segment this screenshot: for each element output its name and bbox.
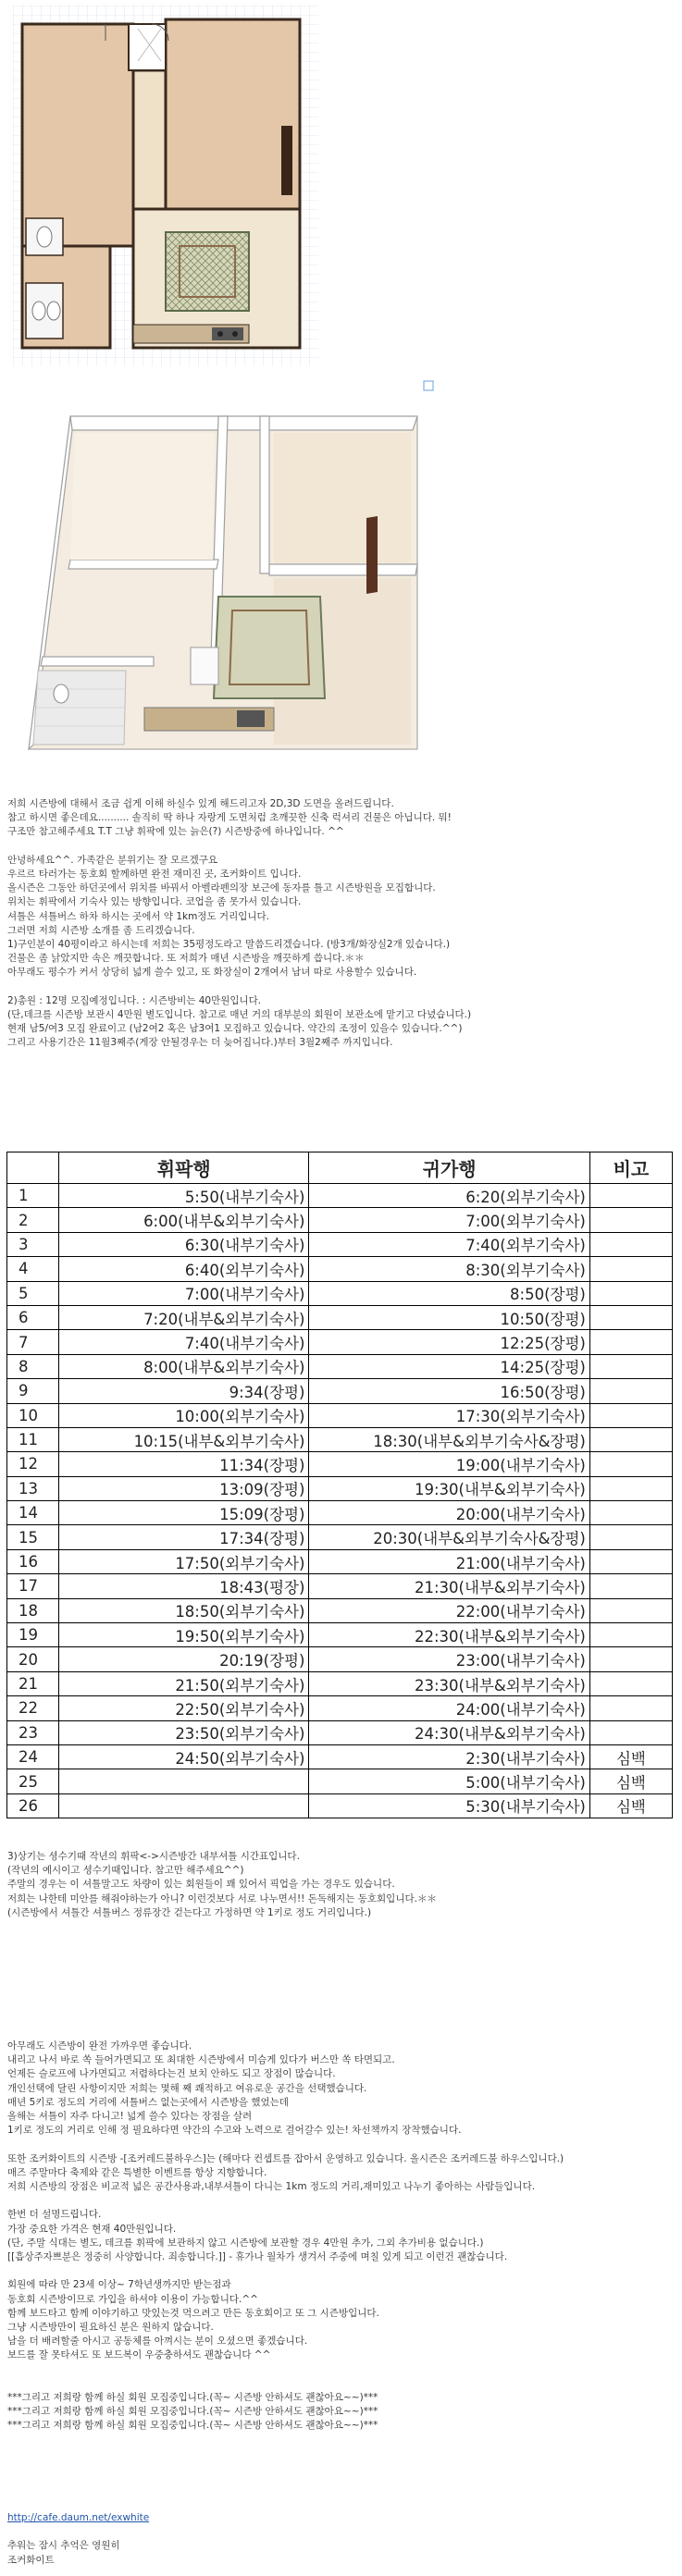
row-note (589, 1696, 672, 1720)
row-note (589, 1281, 672, 1305)
row-index: 18 (7, 1598, 59, 1622)
return-time: 22:30(내부&외부기숙사) (309, 1623, 589, 1647)
row-note (589, 1379, 672, 1403)
row-note (589, 1452, 672, 1476)
return-time: 23:30(내부&외부기숙사) (309, 1671, 589, 1695)
return-time: 20:30(내부&외부기숙사&장평) (309, 1525, 589, 1549)
body-line: 1키로 정도의 거리로 인해 정 필요하다면 약간의 수고와 노력으로 걸어갈수 있는! 차선책까지 장착했습니다. (7, 2125, 462, 2137)
body-line: 언제든 슬로프에 나가면되고 저렴하다는건 보치 안하도 되고 장점이 많습니다. (7, 2068, 336, 2080)
body-line: 함께 보드타고 함께 이야기하고 맛있는것 먹으려고 만든 동호회이고 또 그 시즌방입니다. (7, 2307, 379, 2319)
to-resort-time: 10:15(내부&외부기숙사) (59, 1427, 309, 1451)
body-line (7, 2194, 669, 2208)
intro-line: 안녕하세요^^. 가족같은 분위기는 잘 모르겠구요 (7, 854, 218, 866)
table-header-row (7, 1152, 673, 1184)
table-row (7, 1525, 673, 1549)
footer-line: 추워는 잠시 추억은 영원히 (7, 2540, 120, 2552)
row-note (589, 1403, 672, 1427)
body-line: 매년 5키로 정도의 거리에 셔틀버스 없는곳에서 시즌방을 했었는데 (7, 2096, 289, 2108)
return-time: 8:50(장평) (309, 1281, 589, 1305)
table-row (7, 1208, 673, 1232)
table-body (7, 1184, 673, 1818)
body-text (7, 2040, 669, 2434)
to-resort-time: 5:50(내부기숙사) (59, 1184, 309, 1208)
floor-plan-2d (13, 6, 318, 366)
row-index: 2 (7, 1208, 59, 1232)
table-row (7, 1305, 673, 1329)
table-row (7, 1403, 673, 1427)
to-resort-time: 7:40(내부기숙사) (59, 1330, 309, 1354)
footer-block (7, 2511, 669, 2568)
table-row (7, 1452, 673, 1476)
body-line: 한번 더 설명드립니다. (7, 2209, 102, 2221)
footer-spacer (7, 2525, 669, 2539)
intro-line: 우르르 타러가는 동호회 할께하면 완전 재미진 곳, 조커화이트 입니다. (7, 869, 302, 880)
to-resort-time: 24:50(외부기숙사) (59, 1744, 309, 1769)
to-resort-time: 18:50(외부기숙사) (59, 1598, 309, 1622)
row-note (589, 1623, 672, 1647)
row-index: 1 (7, 1184, 59, 1208)
row-index: 6 (7, 1305, 59, 1329)
row-note (589, 1671, 672, 1695)
table-row (7, 1232, 673, 1256)
intro-line: 위치는 휘팍에서 기숙사 있는 방향입니다. 코업을 좀 못가서 있습니다. (7, 896, 302, 908)
to-resort-time: 9:34(장평) (59, 1379, 309, 1403)
return-time: 21:00(내부기숙사) (309, 1549, 589, 1573)
header-index (7, 1152, 59, 1184)
to-resort-time: 11:34(장평) (59, 1452, 309, 1476)
row-index: 22 (7, 1696, 59, 1720)
row-note (589, 1232, 672, 1256)
to-resort-time: 18:43(평장) (59, 1574, 309, 1598)
to-resort-time: 8:00(내부&외부기숙사) (59, 1354, 309, 1378)
header-to-resort: 휘팍행 (59, 1152, 309, 1184)
intro-line: 1)구인분이 40평이라고 하시는데 저희는 35평정도라고 말씀드리겠습니다. (방3개/화장실2개 있습니다.) (7, 939, 451, 951)
table-row (7, 1476, 673, 1500)
return-time: 22:00(내부기숙사) (309, 1598, 589, 1622)
table-row (7, 1720, 673, 1744)
to-resort-time: 10:00(외부기숙사) (59, 1403, 309, 1427)
body-line: 남을 더 배려할줄 아시고 공동체를 아껴시는 분이 오셨으면 좋겠습니다. (7, 2336, 308, 2348)
return-time: 10:50(장평) (309, 1305, 589, 1329)
table-row (7, 1354, 673, 1378)
intro-line (7, 840, 669, 854)
row-note (589, 1476, 672, 1500)
to-resort-time: 6:40(외부기숙사) (59, 1257, 309, 1281)
to-resort-time: 20:19(장평) (59, 1647, 309, 1671)
row-note: 심백 (589, 1793, 672, 1818)
row-index: 14 (7, 1501, 59, 1525)
return-time: 8:30(외부기숙사) (309, 1257, 589, 1281)
row-index: 15 (7, 1525, 59, 1549)
row-note (589, 1525, 672, 1549)
row-note (589, 1549, 672, 1573)
table-row (7, 1696, 673, 1720)
row-index: 17 (7, 1574, 59, 1598)
body-line (7, 2138, 669, 2151)
row-index: 13 (7, 1476, 59, 1500)
intro-line: 아무래도 평수가 커서 상당히 넓게 쓸수 있고, 또 화장실이 2개여서 남녀 따로 사용할수 있습니다. (7, 967, 417, 979)
return-time: 7:40(외부기숙사) (309, 1232, 589, 1256)
intro-line: 셔틀은 셔틀버스 하차 하시는 곳에서 약 1km정도 거리입니다. (7, 910, 269, 922)
row-index: 7 (7, 1330, 59, 1354)
recruit-line: ***그리고 저희랑 함께 하실 회원 모집중입니다.(꼭~ 시즌방 안하셔도 괜찮아요~~)*** (7, 2392, 378, 2403)
to-resort-time: 19:50(외부기숙사) (59, 1623, 309, 1647)
table-row (7, 1793, 673, 1818)
cafe-link[interactable]: http://cafe.daum.net/exwhite (7, 2512, 150, 2523)
floor-plan-3d (6, 379, 436, 791)
return-time: 19:00(내부기숙사) (309, 1452, 589, 1476)
note-line: (작년의 예시이고 셩수기때입니다. 참고만 해주세요^^) (7, 1865, 244, 1877)
row-note (589, 1427, 672, 1451)
body-line: [[흡상주자쁘분은 정중히 사양합니다. 죄송합니다.]] - 휴가나 월차가 생겨서 주중에 며칠 있게 되고 이런건 괜찮습니다. (7, 2251, 508, 2263)
body-line: 가장 중요한 가격은 현재 40만원입니다. (7, 2223, 177, 2235)
table-row (7, 1379, 673, 1403)
intro-line: 구조만 참고해주세요 T.T 그냥 휘팍에 있는 늙은(?) 시즌방중에 하나입니다. ^^ (7, 826, 344, 838)
row-index: 10 (7, 1403, 59, 1427)
to-resort-time: 13:09(장평) (59, 1476, 309, 1500)
row-note (589, 1257, 672, 1281)
return-time: 6:20(외부기숙사) (309, 1184, 589, 1208)
body-line: 매즈 주말마다 축제와 같은 특별한 이벤트를 항상 지향합니다. (7, 2166, 267, 2178)
to-resort-time: 15:09(장평) (59, 1501, 309, 1525)
row-index: 8 (7, 1354, 59, 1378)
row-note (589, 1647, 672, 1671)
intro-line (7, 980, 669, 994)
note-line: 주말의 경우는 이 셔틀말고도 차량이 있는 회원들이 꽤 있어서 픽업을 가는 경우도 있습니다. (7, 1879, 395, 1891)
note-line: (시즌방에서 셔틀간 셔틀버스 정류장간 걷는다고 가정하면 약 1키로 정도 거리입니다.) (7, 1906, 372, 1918)
body-line: 또한 조커화이트의 시즌방 -[조커레드불하우스]는 (해마다 컨셉트를 잡아서 운영하고 있습니다. 올시즌은 조커레드불 하우스입니다.) (7, 2152, 564, 2164)
row-note: 심백 (589, 1744, 672, 1769)
note-line: 저희는 나한테 미안를 해줘야하는가 아니? 이런것보다 서로 나누면서!! 돈독해지는 동호회입니다.＊＊ (7, 1892, 437, 1904)
return-time: 23:00(내부기숙사) (309, 1647, 589, 1671)
header-note: 비고 (589, 1152, 672, 1184)
shuttle-schedule-table (6, 1152, 673, 1818)
row-note (589, 1184, 672, 1208)
row-index: 20 (7, 1647, 59, 1671)
table-row (7, 1330, 673, 1354)
row-note (589, 1330, 672, 1354)
table-row (7, 1549, 673, 1573)
row-index: 26 (7, 1793, 59, 1818)
recruit-line: ***그리고 저희랑 함께 하실 회원 모집중입니다.(꼭~ 시즌방 안하셔도 괜찮아요~~)*** (7, 2420, 378, 2432)
return-time: 16:50(장평) (309, 1379, 589, 1403)
return-time: 5:00(내부기숙사) (309, 1769, 589, 1793)
to-resort-time (59, 1793, 309, 1818)
header-return: 귀가행 (309, 1152, 589, 1184)
to-resort-time (59, 1769, 309, 1793)
intro-line: 그리고 사용기간은 11월3째주(게장 안될경우는 더 늦어집니다.)부터 3월2째주 까지입니다. (7, 1037, 393, 1049)
return-time: 17:30(외부기숙사) (309, 1403, 589, 1427)
intro-line: 현재 남5/여3 모집 완료이고 (남2여2 혹은 남3여1 모집하고 있습니다. 약간의 조정이 있을수 있습니다.^^) (7, 1023, 463, 1035)
return-time: 2:30(내부기숙사) (309, 1744, 589, 1769)
return-time: 24:00(내부기숙사) (309, 1696, 589, 1720)
body-line (7, 2264, 669, 2278)
table-row (7, 1501, 673, 1525)
table-row (7, 1769, 673, 1793)
row-index: 25 (7, 1769, 59, 1793)
return-time: 24:30(내부&외부기숙사) (309, 1720, 589, 1744)
return-time: 19:30(내부&외부기숙사) (309, 1476, 589, 1500)
body-line (7, 2363, 669, 2377)
row-note (589, 1598, 672, 1622)
row-index: 16 (7, 1549, 59, 1573)
table-row (7, 1184, 673, 1208)
row-note (589, 1354, 672, 1378)
intro-line: (단,데크를 시즌방 보관시 4만원 별도입니다. 참고로 매년 거의 대부분의 회원이 보관소에 맡기고 다녔습니다.) (7, 1009, 472, 1021)
intro-line: 건물은 좀 낡았지만 속은 깨끗합니다. 또 저희가 매년 시즌방을 깨끗하게 씁니다.＊＊ (7, 953, 365, 965)
table-row (7, 1744, 673, 1769)
to-resort-time: 17:50(외부기숙사) (59, 1549, 309, 1573)
table-row (7, 1671, 673, 1695)
row-note (589, 1574, 672, 1598)
row-note: 심백 (589, 1769, 672, 1793)
row-note (589, 1720, 672, 1744)
body-line: 회원에 따라 만 23세 이상~ 7학년생까지만 받는점과 (7, 2279, 231, 2291)
body-line: 동호회 시즌방이므로 가입을 하셔야 이용이 가능합니다.^^ (7, 2293, 258, 2305)
body-line: (단, 주말 식대는 별도, 데크를 휘팍에 보관하지 않고 시즌방에 보관할 경우 4만원 추가, 그외 추가비용 없습니다.) (7, 2237, 484, 2249)
to-resort-time: 6:30(내부기숙사) (59, 1232, 309, 1256)
row-note (589, 1305, 672, 1329)
row-note (589, 1501, 672, 1525)
table-row (7, 1623, 673, 1647)
intro-line: 2)총원 : 12명 모집예정입니다. : 시즌방비는 40만원입니다. (7, 994, 262, 1006)
body-line: 올해는 셔틀이 자주 다니고! 넓게 쓸수 있다는 장점을 살려 (7, 2111, 253, 2123)
table-row (7, 1598, 673, 1622)
intro-text (7, 797, 669, 1051)
table-row (7, 1257, 673, 1281)
return-time: 21:30(내부&외부기숙사) (309, 1574, 589, 1598)
to-resort-time: 22:50(외부기숙사) (59, 1696, 309, 1720)
intro-line: 저희 시즌방에 대해서 조금 쉽게 이해 하실수 있게 해드리고자 2D,3D 도면을 올려드립니다. (7, 798, 394, 809)
to-resort-time: 21:50(외부기숙사) (59, 1671, 309, 1695)
body-line: 개인선택에 달린 사항이지만 저희는 몇해 째 쾌적하고 여유로운 공간을 선택했습니다. (7, 2082, 367, 2094)
after-table-text (7, 1850, 669, 1920)
row-index: 24 (7, 1744, 59, 1769)
return-time: 12:25(장평) (309, 1330, 589, 1354)
to-resort-time: 7:20(내부&외부기숙사) (59, 1305, 309, 1329)
body-line: 보드를 잘 못타셔도 또 보드복이 우중충하셔도 괜찮습니다 ^^ (7, 2349, 271, 2361)
intro-line: 그러면 저희 시즌방 소개를 좀 드리겠습니다. (7, 924, 195, 936)
body-line: 그냥 시즌방만이 필요하신 분은 원하지 않습니다. (7, 2322, 214, 2334)
row-index: 11 (7, 1427, 59, 1451)
to-resort-time: 6:00(내부&외부기숙사) (59, 1208, 309, 1232)
row-index: 19 (7, 1623, 59, 1647)
intro-line: 올시즌은 그동안 하던곳에서 위치를 바꿔서 아벨라펜의장 보근에 동자를 틀고 시즌방원을 모집합니다. (7, 882, 436, 894)
table-row (7, 1647, 673, 1671)
to-resort-time: 7:00(내부기숙사) (59, 1281, 309, 1305)
body-line: 저희 시즌방의 장점은 비교적 넓은 공간사용과,내부셔틀이 다니는 1km 정도의 거리,재미있고 나누기 좋아하는 사람들입니다. (7, 2181, 536, 2193)
row-index: 5 (7, 1281, 59, 1305)
return-time: 20:00(내부기숙사) (309, 1501, 589, 1525)
row-index: 23 (7, 1720, 59, 1744)
return-time: 18:30(내부&외부기숙사&장평) (309, 1427, 589, 1451)
return-time: 5:30(내부기숙사) (309, 1793, 589, 1818)
row-index: 12 (7, 1452, 59, 1476)
intro-line: 참고 하시면 좋은데요.......... 솔직히 딱 하나 자랑게 도면처럼 초깨끗한 신축 럭셔리 건물은 아닙니다. 뭐! (7, 812, 452, 824)
row-index: 4 (7, 1257, 59, 1281)
recruit-line: ***그리고 저희랑 함께 하실 회원 모집중입니다.(꼭~ 시즌방 안하셔도 괜찮아요~~)*** (7, 2406, 378, 2418)
row-index: 9 (7, 1379, 59, 1403)
table-row (7, 1427, 673, 1451)
return-time: 7:00(외부기숙사) (309, 1208, 589, 1232)
row-index: 3 (7, 1232, 59, 1256)
table-row (7, 1574, 673, 1598)
table-row (7, 1281, 673, 1305)
body-line: 아무래도 시즌방이 완전 가까우면 좋습니다. (7, 2040, 192, 2052)
row-index: 21 (7, 1671, 59, 1695)
note-line: 3)상기는 셩수기때 작년의 휘팍<->시즌방간 내부셔틀 시간표입니다. (7, 1851, 300, 1862)
body-line (7, 2377, 669, 2391)
to-resort-time: 17:34(장평) (59, 1525, 309, 1549)
to-resort-time: 23:50(외부기숙사) (59, 1720, 309, 1744)
footer-line: 조커화이트 (7, 2554, 55, 2566)
row-note (589, 1208, 672, 1232)
return-time: 14:25(장평) (309, 1354, 589, 1378)
body-line: 내리고 나서 바로 쏙 들어가면되고 또 최대한 시즌방에서 미슴게 있다가 버스만 쏙 타면되고. (7, 2054, 395, 2066)
